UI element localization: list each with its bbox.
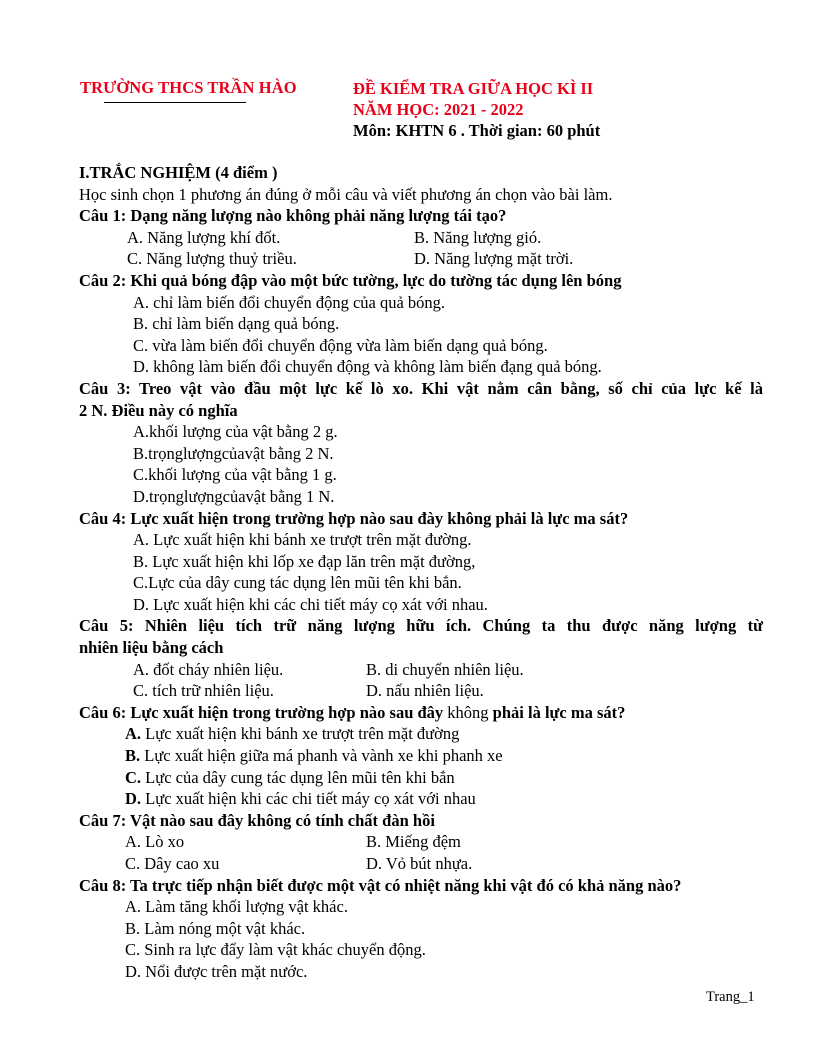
option-c: C. Dây cao xu	[125, 854, 220, 873]
option-text: Lực xuất hiện khi các chi tiết máy cọ xát với nhau	[141, 789, 476, 809]
question-6-part-2: không	[443, 702, 493, 722]
section-title: I.TRẮC NGHIỆM (4 điểm )	[79, 163, 278, 182]
school-underline	[104, 102, 246, 103]
option-a: A. Năng lượng khí đốt.	[127, 227, 281, 247]
question-1-options-row-2	[79, 248, 763, 270]
exam-content	[79, 162, 763, 983]
option-a: A. Lực xuất hiện khi bánh xe trượt trên mặt đường.	[133, 530, 472, 550]
question-4: Câu 4: Lực xuất hiện trong trường hợp nào sau đày không phải là lực ma sát?	[79, 508, 629, 528]
question-6	[79, 702, 763, 724]
option-d: D.trọnglượngcủavật bằng 1 N.	[133, 486, 335, 506]
option-a: A.khối lượng của vật bằng 2 g.	[133, 422, 338, 442]
option-b: B. Miếng đệm	[366, 832, 461, 852]
question-7-options-row-2	[79, 853, 763, 875]
option-a	[79, 723, 763, 745]
option-b: B.trọnglượngcủavật bằng 2 N.	[133, 443, 334, 463]
exam-info	[353, 78, 600, 141]
option-letter: D.	[125, 789, 142, 809]
option-a: A. Làm tăng khối lượng vật khác.	[125, 897, 348, 917]
question-5-options-row-2	[79, 680, 763, 702]
option-d: D. Vỏ bút nhựa.	[366, 854, 473, 873]
question-8: Câu 8: Ta trực tiếp nhận biết được một vật có nhiệt năng khi vật đó có khả năng nào?	[79, 875, 682, 895]
option-text: Lực xuất hiện khi bánh xe trượt trên mặt đường	[141, 724, 460, 744]
subject-time: Môn: KHTN 6 . Thời gian: 60 phút	[353, 121, 601, 140]
option-b: B. Lực xuất hiện khi lốp xe đạp lăn trên mặt đường,	[133, 551, 476, 571]
section-instruction: Học sinh chọn 1 phương án đúng ở mỗi câu và viết phương án chọn vào bài làm.	[79, 184, 613, 204]
question-1-options-row-1	[79, 227, 763, 249]
school-year: NĂM HỌC: 2021 - 2022	[353, 100, 524, 119]
school-name: TRƯỜNG THCS TRẦN HÀO	[80, 78, 297, 97]
option-b: B. Làm nóng một vật khác.	[125, 918, 306, 938]
question-3: Câu 3: Treo vật vào đầu một lực kế lò xo. Khi vật nằm cân bằng, số chỉ của lực kế là	[79, 378, 763, 398]
page-number: Trang_1	[706, 989, 755, 1005]
option-b: B. chỉ làm biến dạng quả bóng.	[133, 314, 340, 334]
question-3-continued: 2 N. Điều này có nghĩa	[79, 400, 238, 420]
question-5-continued: nhiên liệu bằng cách	[79, 638, 224, 658]
option-b	[79, 745, 763, 767]
question-6-part-3: phải là lực ma sát?	[492, 702, 626, 722]
option-a: A. Lò xo	[125, 832, 185, 852]
option-d: D. Năng lượng mặt trời.	[414, 249, 574, 269]
option-d: D. không làm biến đổi chuyển động và không làm biến đạng quả bóng.	[133, 357, 602, 377]
option-a: A. đốt cháy nhiên liệu.	[133, 659, 284, 679]
option-c: C. tích trữ nhiên liệu.	[133, 681, 274, 701]
option-d: D. Lực xuất hiện khi các chi tiết máy cọ xát với nhau.	[133, 594, 488, 614]
option-letter: B.	[125, 746, 141, 766]
question-5: Câu 5: Nhiên liệu tích trữ năng lượng hữu ích. Chúng ta thu được năng lượng từ	[79, 616, 763, 636]
option-d: D. nấu nhiên liệu.	[366, 681, 484, 701]
option-c: C. Sinh ra lực đẩy làm vật khác chuyển động.	[125, 940, 426, 960]
question-6-part-1: Câu 6: Lực xuất hiện trong trường hợp nào sau đây	[79, 702, 444, 722]
question-1: Câu 1: Dạng năng lượng nào không phải năng lượng tái tạo?	[79, 206, 507, 226]
option-c: C.khối lượng của vật bằng 1 g.	[133, 465, 337, 485]
option-text: Lực của dây cung tác dụng lên mũi tên khi bắn	[141, 767, 455, 787]
option-c	[79, 767, 763, 789]
option-c: C.Lực của dây cung tác dụng lên mũi tên khi bắn.	[133, 573, 462, 593]
option-c: C. vừa làm biến đổi chuyển động vừa làm biến dạng quả bóng.	[133, 335, 548, 355]
option-letter: C.	[125, 767, 142, 787]
option-a: A. chỉ làm biến đổi chuyển động của quả bóng.	[133, 292, 446, 312]
question-7: Câu 7: Vật nào sau đây không có tính chất đàn hồi	[79, 810, 435, 830]
option-b: B. Năng lượng gió.	[414, 227, 542, 247]
option-b: B. di chuyển nhiên liệu.	[366, 659, 524, 679]
exam-title: ĐỀ KIỂM TRA GIỮA HỌC KÌ II	[353, 79, 594, 98]
option-d: D. Nổi được trên mặt nước.	[125, 961, 308, 981]
option-letter: A.	[125, 724, 142, 744]
option-text: Lực xuất hiện giữa má phanh và vành xe khi phanh xe	[140, 746, 503, 766]
question-2: Câu 2: Khi quả bóng đập vào một bức tường, lực do tường tác dụng lên bóng	[79, 270, 622, 290]
option-d	[79, 788, 763, 810]
question-7-options-row-1	[79, 831, 763, 853]
question-5-options-row-1	[79, 659, 763, 681]
option-c: C. Năng lượng thuỷ triều.	[127, 249, 297, 269]
exam-header	[0, 76, 816, 146]
